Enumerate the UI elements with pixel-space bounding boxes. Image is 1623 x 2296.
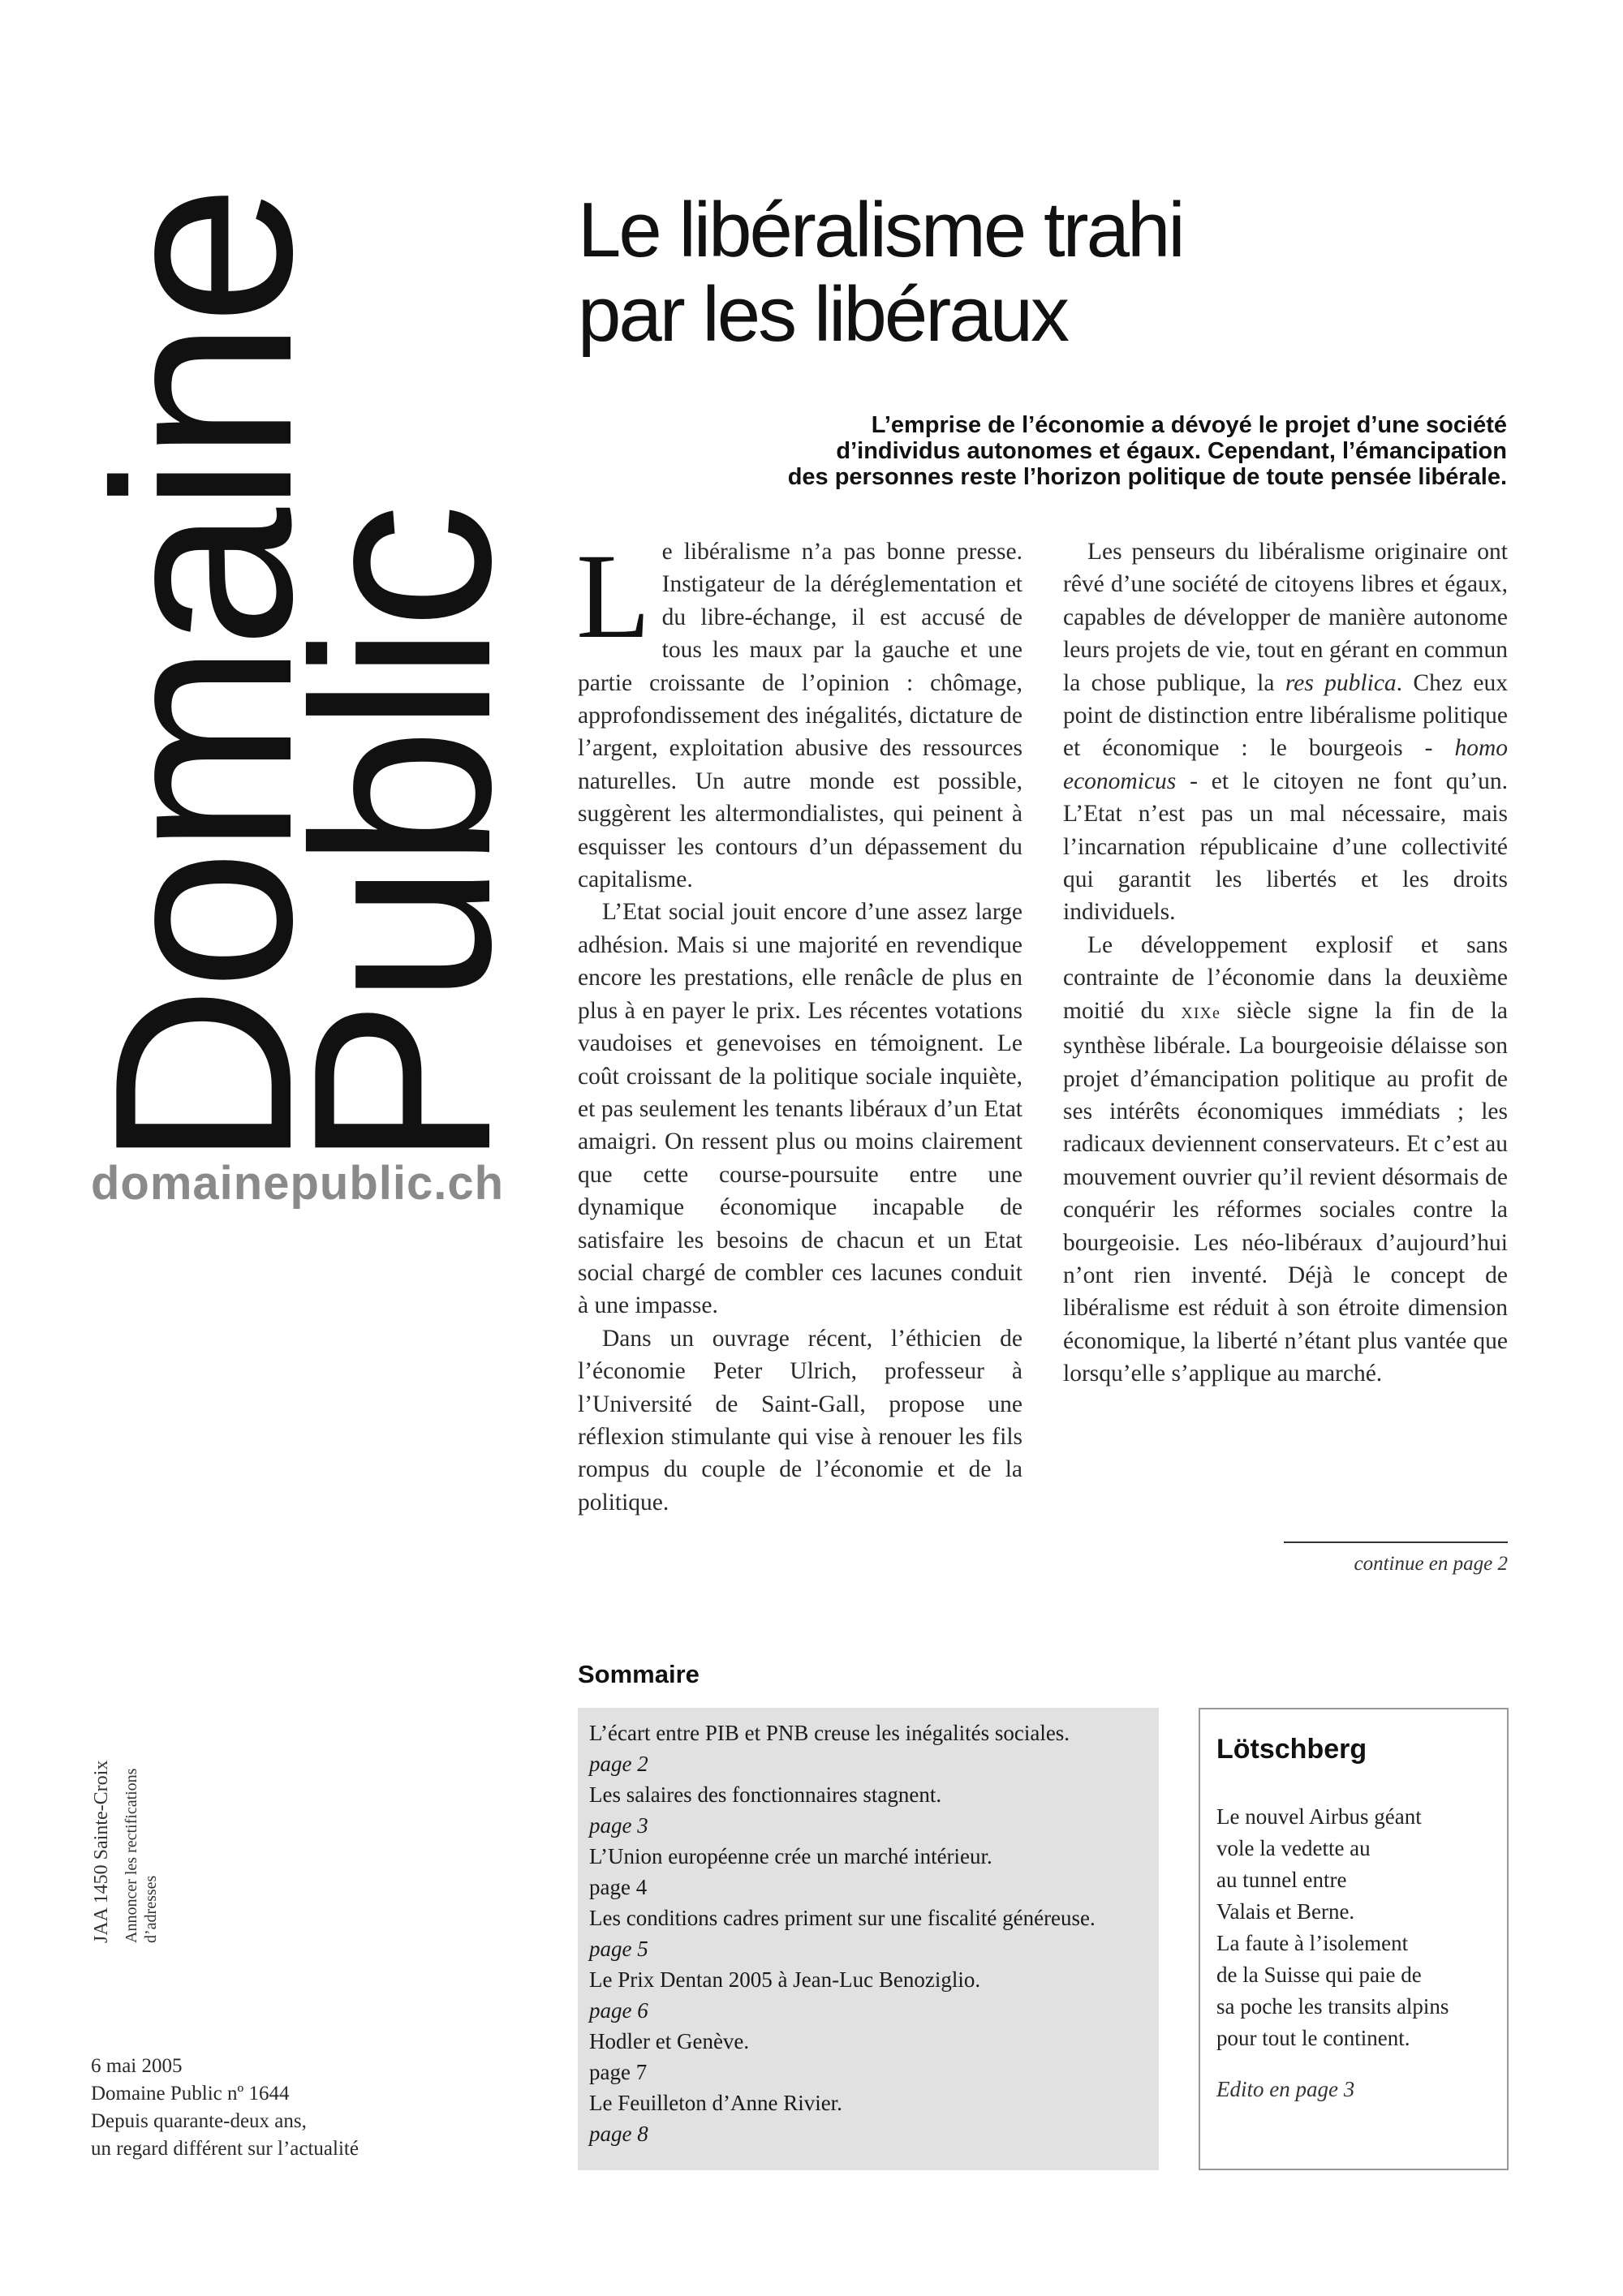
postal-jaa: JAA 1450 Sainte-Croix (91, 1760, 112, 1943)
article-column-1 (576, 529, 1022, 1519)
sommaire-item[interactable]: Le Feuilleton d’Anne Rivier. page 8 (589, 2091, 842, 2146)
lead-line: des personnes reste l’horizon politique de toute pensée libérale. (787, 464, 1507, 490)
sommaire-item[interactable]: L’Union européenne crée un marché intérieur. page 4 (589, 1844, 992, 1899)
article-title (578, 188, 1552, 357)
article-column-2 (1063, 535, 1508, 1391)
masthead-public: Public (261, 508, 544, 1168)
issue-date: 6 mai 2005 (91, 2055, 183, 2077)
paragraph: Dans un ouvrage récent, l’éthicien de l’économie Peter Ulrich, professeur à l’Université de Saint-Gall, propose une réflexion stimulante qui vise à renouer les fils rompus du couple de l’économie et de la politique. (578, 1325, 1022, 1516)
sommaire-box (578, 1708, 1159, 2170)
side-box-text: Le nouvel Airbus géant vole la vedette au au tunnel entre Valais et Berne. La faute à l’isolement de la Suisse qui paie de sa poche les transits alpins pour tout le continent. (1216, 1804, 1449, 2050)
postal-note: Annoncer les rectifications d’adresses (123, 1768, 160, 1943)
edito-link[interactable]: Edito en page 3 (1216, 2077, 1355, 2101)
lead-line: L’emprise de l’économie a dévoyé le projet d’une société (871, 412, 1507, 438)
sommaire-item[interactable]: Les salaires des fonctionnaires stagnent. page 3 (589, 1782, 942, 1838)
sommaire-item[interactable]: L’écart entre PIB et PNB creuse les inégalités sociales. page 2 (589, 1721, 1070, 1776)
sommaire-item[interactable]: Hodler et Genève. page 7 (589, 2029, 750, 2084)
paragraph: L’Etat social jouit encore d’une assez large adhésion. Mais si une majorité en revendique encore les prestations, elle renâcle de plus en plus à en payer le prix. Les récentes votations vaudoises et genevoises en témoignent. Le coût croissant de la politique sociale inquiète, et pas seulement les tenants libéraux d’un Etat amaigri. On ressent plus ou moins clairement que cette course-poursuite entre une dynamique économique incapable de satisfaire les besoins de chacun et un Etat social chargé de combler ces lacunes conduit à une impasse. (578, 899, 1022, 1319)
drop-cap: L (576, 529, 651, 664)
masthead-url[interactable]: domainepublic.ch (91, 1157, 505, 1210)
masthead-domaine: Domaine (62, 189, 345, 1168)
masthead (0, 0, 544, 1266)
side-box-title: Lötschberg (1216, 1734, 1367, 1765)
continue-link[interactable]: continue en page 2 (1354, 1553, 1508, 1575)
paragraph: Les penseurs du libéralisme originaire ont rêvé d’une société de citoyens libres et égaux, capables de développer de manière autonome leurs projets de vie, tout en gérant en commun la chose publique, la res publica. Chez eux point de distinction entre libéralisme politique et économique : le bourgeois - homo economicus - et le citoyen ne font qu’un. L’Etat n’est pas un mal nécessaire, mais l’incarnation républicaine d’une collectivité qui garantit les libertés et les droits individuels. (1063, 539, 1508, 926)
sommaire-item[interactable]: Les conditions cadres priment sur une fiscalité généreuse. page 5 (589, 1906, 1096, 1961)
sommaire-title: Sommaire (578, 1660, 700, 1688)
title-line: par les libéraux (578, 271, 1067, 358)
issue-number: Domaine Public nº 1644 (91, 2083, 290, 2105)
lead-line: d’individus autonomes et égaux. Cependant, l’émancipation (836, 438, 1507, 464)
tagline: Depuis quarante-deux ans, (91, 2110, 307, 2132)
paragraph: Le développement explosif et sans contrainte de l’économie dans la deuxième moitié du XIXe siècle signe la fin de la synthèse libérale. La bourgeoisie délaisse son projet d’émancipation politique au profit de ses intérêts économiques immédiats ; les radicaux deviennent conservateurs. Et c’est au mouvement ouvrier qu’il revient désormais de conquérir les réformes sociales contre la bourgeoisie. Les néo-libéraux d’aujourd’hui n’ont rien inventé. Déjà le concept de libéralisme est réduit à son étroite dimension économique, la liberté n’étant plus vantée que lorsqu’elle s’applique au marché. (1063, 931, 1508, 1387)
continue-rule (1284, 1541, 1508, 1543)
title-line: Le libéralisme trahi (578, 187, 1183, 273)
paragraph: Le libéralisme n’a pas bonne presse. Instigateur de la déréglementation et du libre-échange, il est accusé de tous les maux par la gauche et une partie croissante de l’opinion : chômage, approfondissement des inégalités, dictature de l’argent, exploitation abusive des ressources naturelles. Un autre monde est possible, suggèrent les altermondialistes, qui peinent à esquisser les contours d’un dépassement du capitalisme. (576, 529, 1022, 893)
tagline: un regard différent sur l’actualité (91, 2138, 359, 2160)
sommaire-item[interactable]: Le Prix Dentan 2005 à Jean-Luc Benoziglio. page 6 (589, 1967, 981, 2023)
article-lead (578, 412, 1507, 490)
colophon (91, 2053, 359, 2163)
loetschberg-box (1199, 1708, 1509, 2170)
